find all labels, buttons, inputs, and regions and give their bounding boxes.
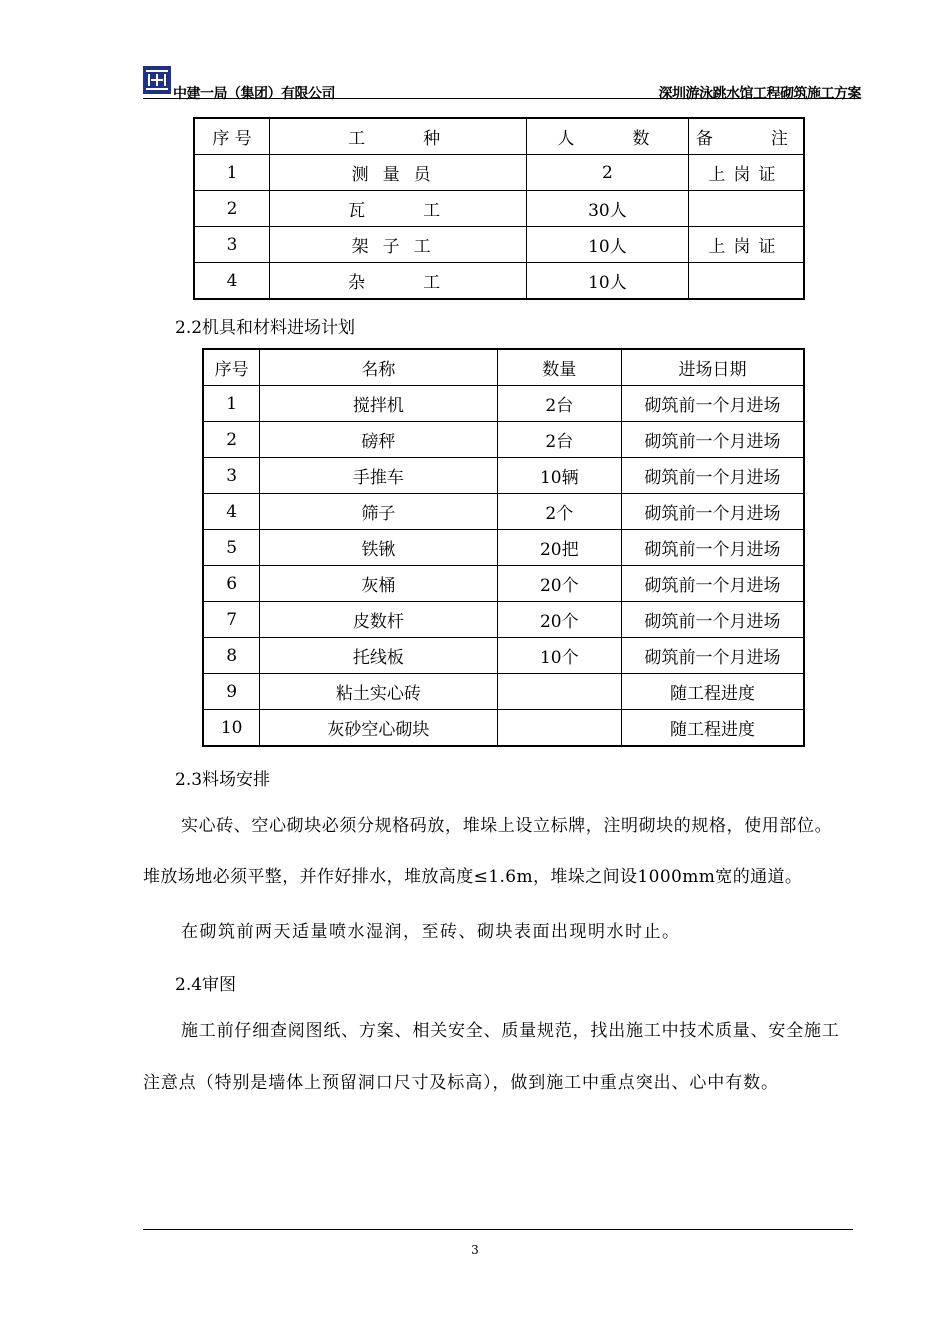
table-cell [688, 191, 804, 227]
table-cell: 砌筑前一个月进场 [622, 530, 804, 566]
table-cell: 2 [194, 191, 270, 227]
paragraph-line: 注意点（特别是墙体上预留洞口尺寸及标高），做到施工中重点突出、心中有数。 [143, 1073, 779, 1093]
page-header [143, 66, 861, 100]
header-cell: 名称 [260, 349, 497, 386]
table-cell: 1 [203, 386, 260, 422]
header-cell: 工 种 [270, 118, 527, 155]
table-cell: 3 [203, 458, 260, 494]
table-cell: 砌筑前一个月进场 [622, 386, 804, 422]
table-cell: 砌筑前一个月进场 [622, 458, 804, 494]
table-row [194, 227, 804, 263]
table-cell: 2个 [497, 494, 622, 530]
table-cell: 5 [203, 530, 260, 566]
table-row [203, 494, 804, 530]
header-cell: 数量 [497, 349, 622, 386]
table-cell: 杂 工 [270, 263, 527, 300]
table-cell: 架子工 [270, 227, 527, 263]
table-cell: 皮数杆 [260, 602, 497, 638]
table-row [203, 530, 804, 566]
table-row [203, 674, 804, 710]
table-row [203, 710, 804, 747]
table-cell: 2台 [497, 386, 622, 422]
table-cell: 10人 [527, 227, 689, 263]
table-cell: 10个 [497, 638, 622, 674]
table-cell: 8 [203, 638, 260, 674]
table-cell: 3 [194, 227, 270, 263]
table-cell: 随工程进度 [622, 710, 804, 747]
table-cell: 20个 [497, 602, 622, 638]
table-cell: 瓦 工 [270, 191, 527, 227]
company-logo [143, 66, 171, 94]
table-cell: 上岗证 [688, 155, 804, 191]
footer-divider [143, 1229, 853, 1230]
table-cell: 20个 [497, 566, 622, 602]
table-cell: 10 [203, 710, 260, 747]
table-cell: 粘土实心砖 [260, 674, 497, 710]
table-cell: 测量员 [270, 155, 527, 191]
table-row [203, 458, 804, 494]
table-cell: 砌筑前一个月进场 [622, 566, 804, 602]
table-row [203, 638, 804, 674]
table-cell: 磅秤 [260, 422, 497, 458]
table-cell [688, 263, 804, 300]
table-row [194, 155, 804, 191]
table-header-row [194, 118, 804, 155]
header-cell: 序 号 [194, 118, 270, 155]
labor-table [193, 117, 805, 300]
table-row [203, 422, 804, 458]
table-cell: 手推车 [260, 458, 497, 494]
table-row [194, 263, 804, 300]
header-cell: 备 注 [688, 118, 804, 155]
paragraph-line: 堆放场地必须平整，并作好排水，堆放高度≤1.6m，堆垛之间设1000mm宽的通道。 [143, 867, 803, 887]
paragraph-line: 实心砖、空心砌块必须分规格码放，堆垛上设立标牌，注明砌块的规格，使用部位。 [181, 816, 833, 836]
table-cell: 7 [203, 602, 260, 638]
table-cell: 筛子 [260, 494, 497, 530]
table-cell: 托线板 [260, 638, 497, 674]
paragraph-line: 在砌筑前两天适量喷水湿润，至砖、砌块表面出现明水时止。 [181, 922, 681, 942]
page-number: 3 [471, 1243, 479, 1257]
company-name: 中建一局（集团）有限公司 [173, 86, 335, 102]
table-cell: 30人 [527, 191, 689, 227]
section-heading: 2.3料场安排 [175, 770, 271, 790]
paragraph-line: 施工前仔细查阅图纸、方案、相关安全、质量规范，找出施工中技术质量、安全施工 [181, 1021, 840, 1041]
table-cell: 砌筑前一个月进场 [622, 602, 804, 638]
table-cell: 10人 [527, 263, 689, 300]
table-cell [497, 674, 622, 710]
section-heading: 2.2机具和材料进场计划 [175, 318, 356, 338]
table-cell: 2台 [497, 422, 622, 458]
header-cell: 序号 [203, 349, 260, 386]
table-row [203, 566, 804, 602]
table-cell: 6 [203, 566, 260, 602]
table-cell: 砌筑前一个月进场 [622, 638, 804, 674]
header-cell: 进场日期 [622, 349, 804, 386]
table-header-row [203, 349, 804, 386]
header-divider [143, 98, 861, 99]
table-cell: 砌筑前一个月进场 [622, 494, 804, 530]
table-row [203, 602, 804, 638]
document-title: 深圳游泳跳水馆工程砌筑施工方案 [658, 86, 861, 102]
table-cell: 4 [194, 263, 270, 300]
table-cell [497, 710, 622, 747]
equipment-table [202, 348, 805, 747]
table-cell: 2 [527, 155, 689, 191]
table-row [194, 191, 804, 227]
header-cell: 人 数 [527, 118, 689, 155]
table-cell: 随工程进度 [622, 674, 804, 710]
table-cell: 1 [194, 155, 270, 191]
table-cell: 9 [203, 674, 260, 710]
table-cell: 10辆 [497, 458, 622, 494]
table-cell: 灰桶 [260, 566, 497, 602]
table-cell: 20把 [497, 530, 622, 566]
table-cell: 砌筑前一个月进场 [622, 422, 804, 458]
table-cell: 搅拌机 [260, 386, 497, 422]
table-cell: 2 [203, 422, 260, 458]
table-row [203, 386, 804, 422]
table-cell: 铁锹 [260, 530, 497, 566]
table-cell: 上岗证 [688, 227, 804, 263]
table-cell: 4 [203, 494, 260, 530]
table-cell: 灰砂空心砌块 [260, 710, 497, 747]
section-heading: 2.4审图 [175, 975, 237, 995]
